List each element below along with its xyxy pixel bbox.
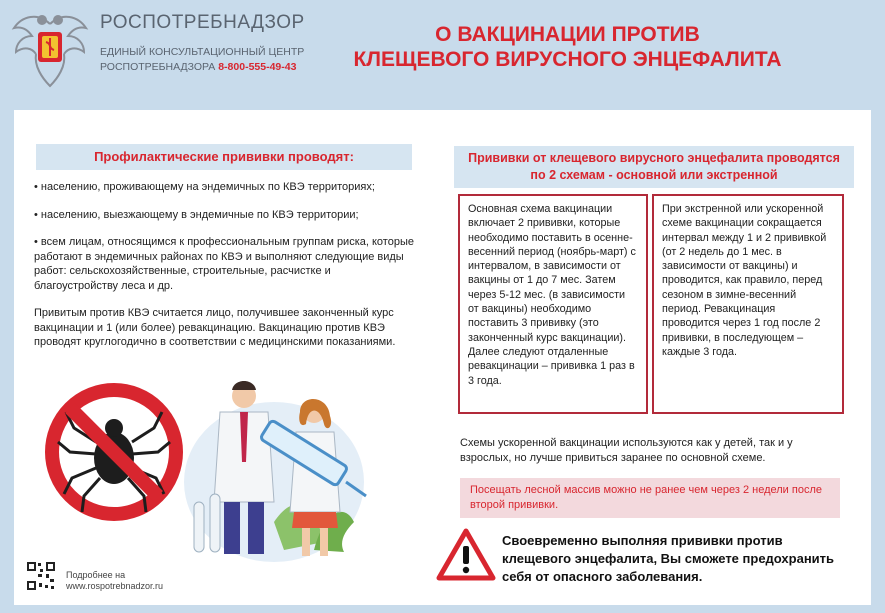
rospotrebnadzor-emblem-icon xyxy=(8,6,92,90)
schemes-heading-line-2: по 2 схемам - основной или экстренной xyxy=(530,168,778,182)
prevention-list xyxy=(34,180,414,363)
website-link[interactable]: www.rospotrebnadzor.ru xyxy=(66,581,164,591)
more-info-label: Подробнее на xyxy=(66,570,126,580)
page-title-line-1: О ВАКЦИНАЦИИ ПРОТИВ xyxy=(435,23,700,46)
list-item: • населению, выезжающему в эндемичные по КВЭ территории; xyxy=(34,208,359,221)
hotline-phone: 8-800-555-49-43 xyxy=(218,61,297,73)
prevention-heading: Профилактические прививки проводят: xyxy=(36,144,412,170)
forest-visit-note: Посещать лесной массив можно не ранее чем через 2 недели после второй прививки. xyxy=(460,478,840,518)
no-tick-sign-icon xyxy=(52,390,176,514)
warning-message: Своевременно выполняя прививки против клещевого энцефалита, Вы сможете предохранить себя от опасного заболевания. xyxy=(502,533,835,584)
accelerated-scheme-note: Схемы ускоренной вакцинации используются как у детей, так и у взрослых, но лучше привиться заранее по основной схеме. xyxy=(460,437,793,464)
more-info xyxy=(66,570,163,592)
org-name: РОСПОТРЕБНАДЗОР xyxy=(100,12,305,33)
schemes-heading-line-1: Прививки от клещевого вирусного энцефалита проводятся xyxy=(468,151,840,165)
schemes-heading xyxy=(454,146,854,188)
emergency-scheme-box: При экстренной или ускоренной схеме вакцинации сокращается интервал между 1 и 2 прививкой (от 2 недель до 1 мес. в зависимости от вакцины) и проводится, как правило, перед сезоном в зимне-весенний период. Ревакцинация проводится через 1 год после 2 прививки, в последующем – каждые 3 года. xyxy=(652,194,844,414)
page-title-line-2: КЛЕЩЕВОГО ВИРУСНОГО ЭНЦЕФАЛИТА xyxy=(353,48,782,71)
org-subtitle-2: РОСПОТРЕБНАДЗОРА xyxy=(100,61,216,73)
list-item: • населению, проживающему на эндемичных по КВЭ территориях; xyxy=(34,181,375,193)
content-card xyxy=(14,110,871,605)
doctors-illustration xyxy=(44,372,374,562)
header xyxy=(0,0,885,95)
page-title xyxy=(330,22,805,72)
warning-icon xyxy=(436,528,496,582)
org-subtitle-phone-line xyxy=(100,61,296,73)
vaccinated-definition: Привитым против КВЭ считается лицо, получившее законченный курс вакцинации и 1 (или более) ревакцинацию. Вакцинацию против КВЭ проводят круглогодично в соответствии с медицинскими показаниями. xyxy=(34,307,396,348)
main-scheme-box: Основная схема вакцинации включает 2 прививки, которые необходимо поставить в осенне-весенний период (ноябрь-март) с интервалом, в зависимости от вакцины от 1 до 7 мес. Затем через 5-12 мес. (в зависимости от вакцины) необходимо поставить 3 прививку (это законченный курс вакцинации). Далее следуют отдаленные ревакцинации – прививка 1 раз в 3 года. xyxy=(458,194,648,414)
list-item: • всем лицам, относящимся к профессиональным группам риска, которые работают в эндемичных районах по КВЭ и выполняют следующие виды работ: сельскохозяйственные, строительные, расчистке и благоустройству леса и др. xyxy=(34,236,414,292)
qr-code-icon[interactable] xyxy=(26,561,56,591)
org-subtitle: ЕДИНЫЙ КОНСУЛЬТАЦИОННЫЙ ЦЕНТР xyxy=(100,46,305,58)
